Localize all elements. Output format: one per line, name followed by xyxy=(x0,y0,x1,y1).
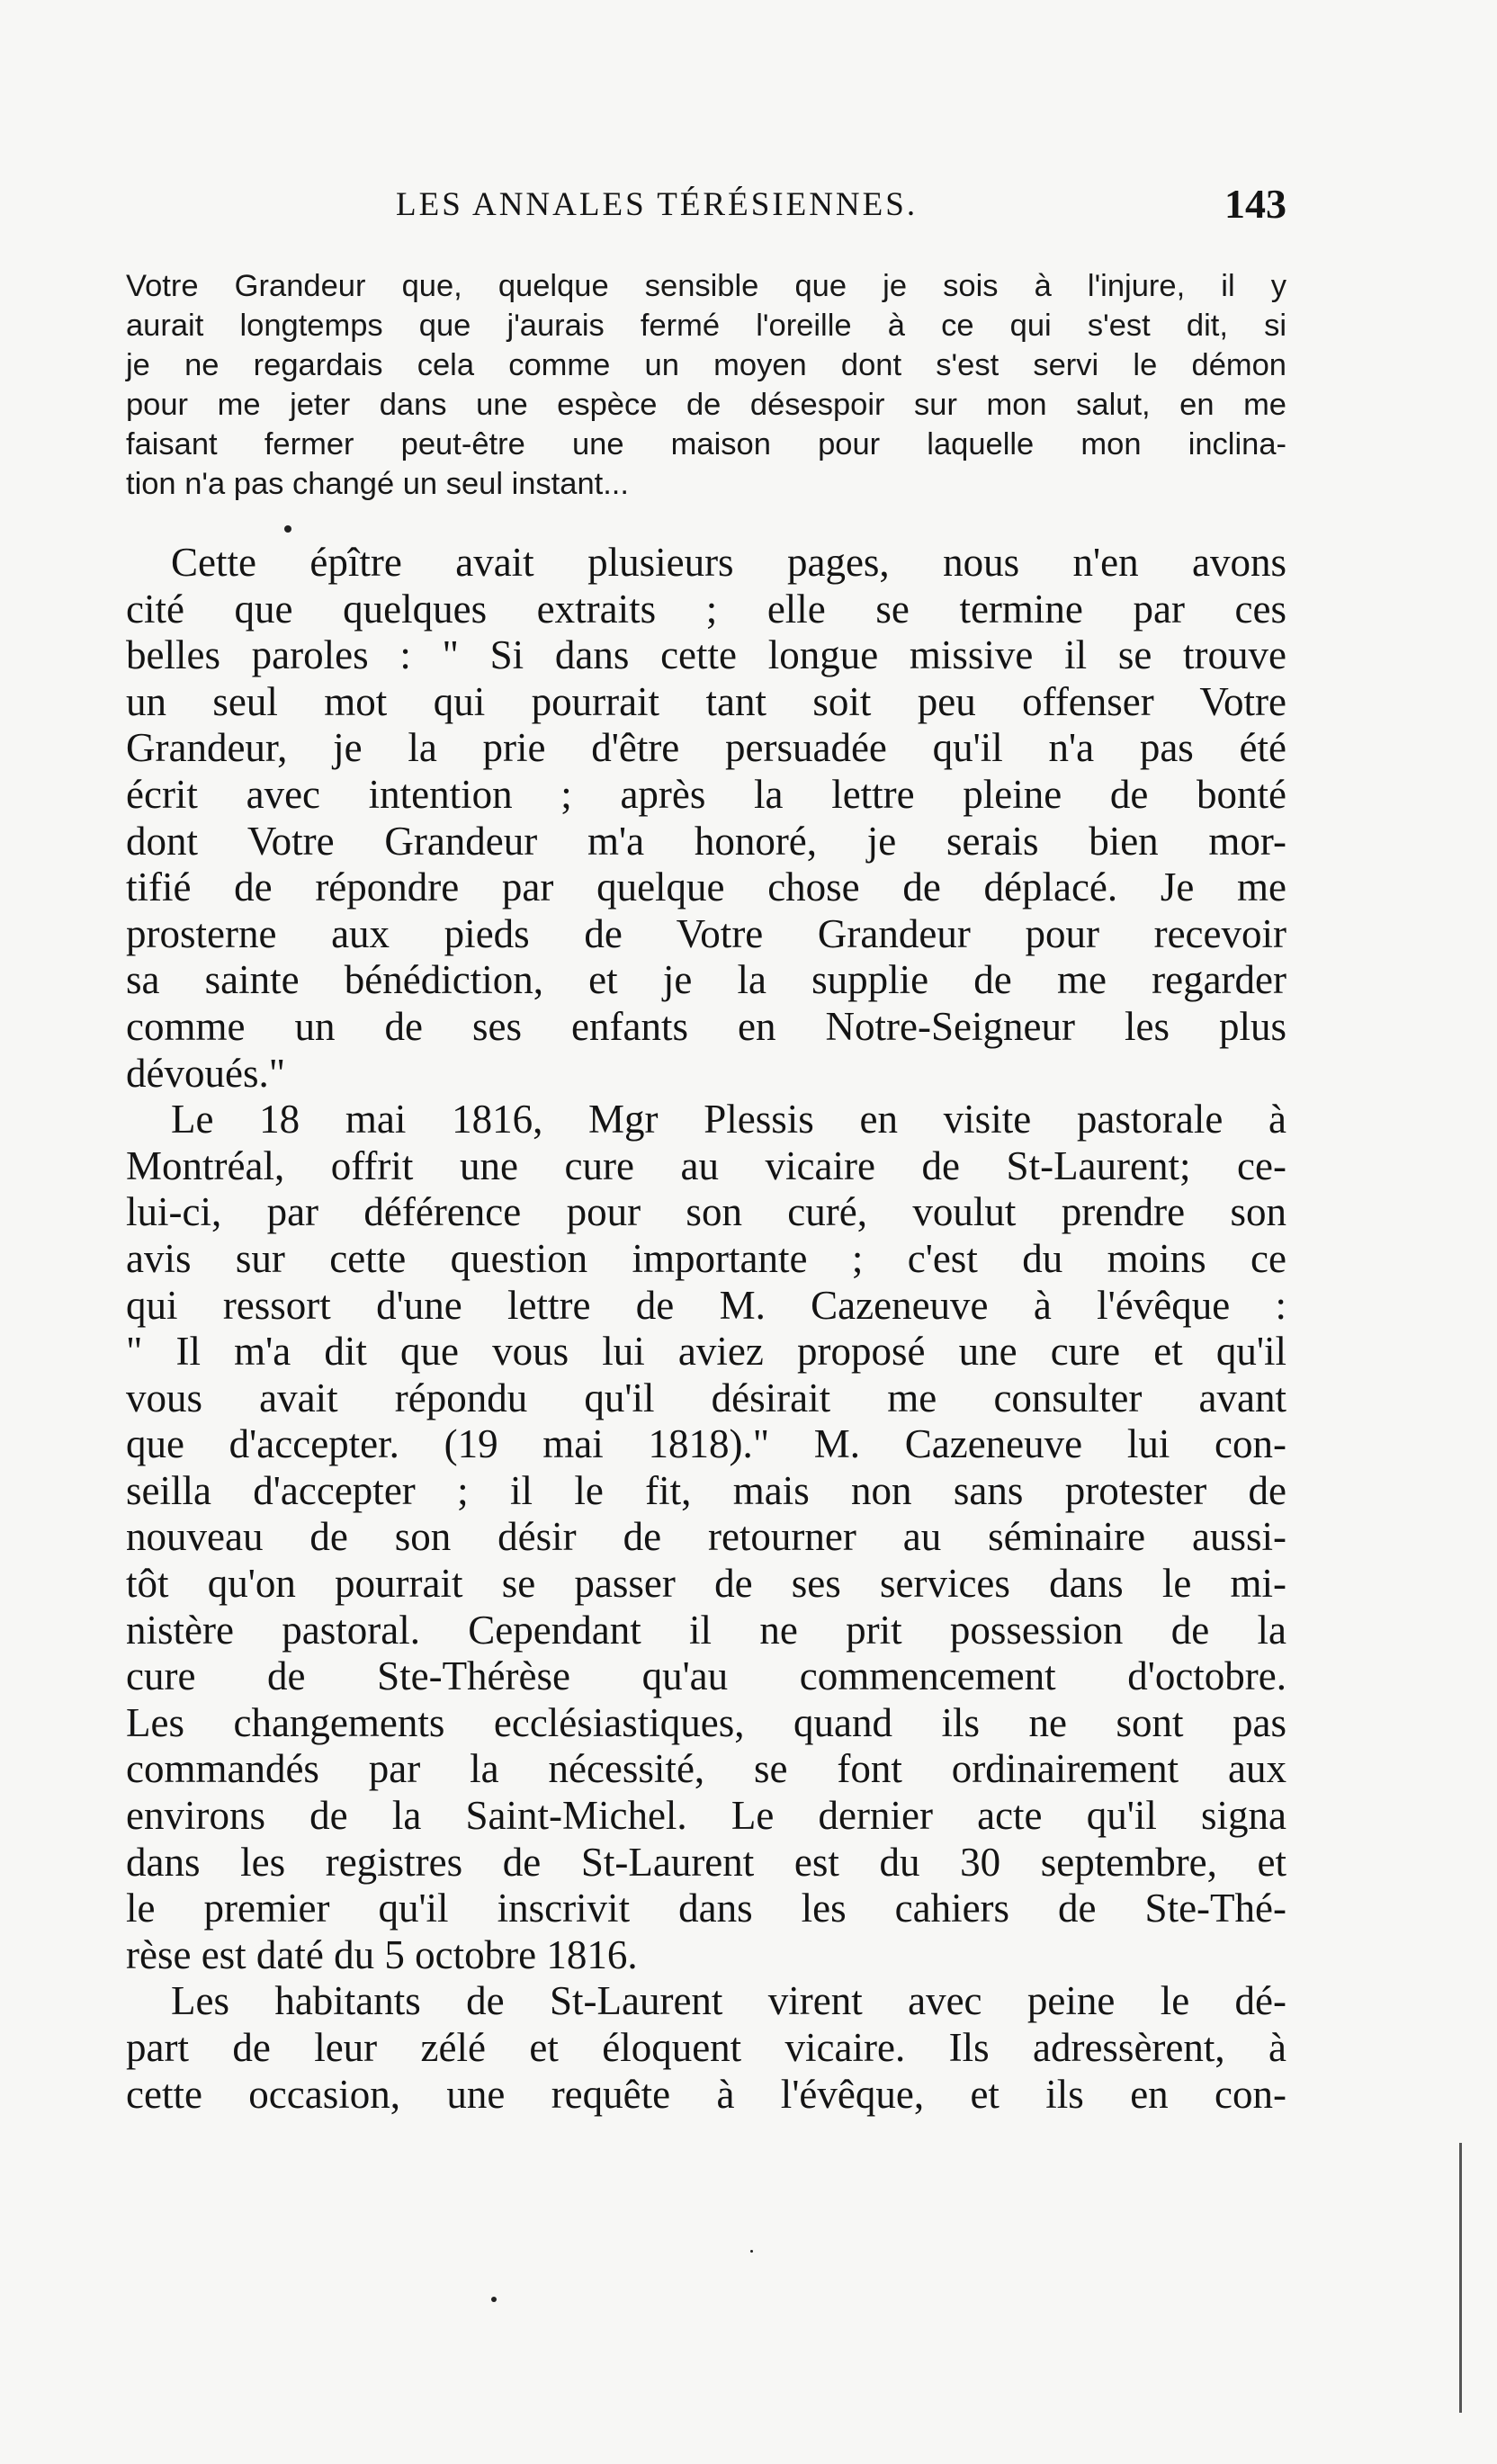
text-line: qui ressort d'une lettre de M. Cazeneuve à l'évêque : xyxy=(126,1282,1286,1328)
text-line: le premier qu'il inscrivit dans les cahiers de Ste-Thé- xyxy=(126,1886,1286,1931)
text-line: dont Votre Grandeur m'a honoré, je serais bien mor- xyxy=(126,818,1286,864)
text-line: un seul mot qui pourrait tant soit peu offenser Votre xyxy=(126,678,1286,724)
paragraph-first-line: Les habitants de St-Laurent virent avec peine le dé- xyxy=(171,1978,1286,2024)
quote-line: tion n'a pas changé un seul instant... xyxy=(126,467,629,501)
text-line: Grandeur, je la prie d'être persuadée qu'il n'a pas été xyxy=(126,725,1286,771)
text-line: environs de la Saint-Michel. Le dernier acte qu'il signa xyxy=(126,1793,1286,1839)
scan-speck xyxy=(750,2250,753,2253)
scan-edge-line xyxy=(1459,2143,1462,2413)
text-line: dans les registres de St-Laurent est du 30 septembre, et xyxy=(126,1839,1286,1885)
text-line: vous avait répondu qu'il désirait me consulter avant xyxy=(126,1375,1286,1420)
page-number: 143 xyxy=(1224,181,1286,227)
text-line: belles paroles : " Si dans cette longue missive il se trouve xyxy=(126,632,1286,678)
text-line: avis sur cette question importante ; c'est du moins ce xyxy=(126,1235,1286,1281)
quote-line: faisant fermer peut-être une maison pour laquelle mon inclina- xyxy=(126,427,1286,461)
text-line: commandés par la nécessité, se font ordinairement aux xyxy=(126,1746,1286,1792)
text-line: Les changements ecclésiastiques, quand ils ne sont pas xyxy=(126,1699,1286,1745)
quoted-letter-excerpt xyxy=(126,266,1286,504)
text-line: sa sainte bénédiction, et je la supplie de me regarder xyxy=(126,957,1286,1003)
text-line: " Il m'a dit que vous lui aviez proposé une cure et qu'il xyxy=(126,1329,1286,1375)
text-line: nistère pastoral. Cependant il ne prit possession de la xyxy=(126,1607,1286,1653)
text-line: que d'accepter. (19 mai 1818)." M. Cazeneuve lui con- xyxy=(126,1421,1286,1467)
text-line: dévoués." xyxy=(126,1050,286,1096)
page-header xyxy=(396,181,1286,239)
scan-speck xyxy=(284,525,291,533)
text-line: cité que quelques extraits ; elle se termine par ces xyxy=(126,586,1286,632)
quote-line: je ne regardais cela comme un moyen dont s'est servi le démon xyxy=(126,348,1286,382)
text-line: tifié de répondre par quelque chose de déplacé. Je me xyxy=(126,865,1286,910)
body-text xyxy=(126,540,1286,2118)
text-line: prosterne aux pieds de Votre Grandeur pour recevoir xyxy=(126,910,1286,956)
text-line: rèse est daté du 5 octobre 1816. xyxy=(126,1931,638,1977)
quote-line: aurait longtemps que j'aurais fermé l'oreille à ce qui s'est dit, si xyxy=(126,309,1286,343)
text-line: tôt qu'on pourrait se passer de ses services dans le mi- xyxy=(126,1561,1286,1607)
paragraph-first-line: Le 18 mai 1816, Mgr Plessis en visite pastorale à xyxy=(171,1097,1286,1142)
running-title: LES ANNALES TÉRÉSIENNES. xyxy=(396,186,919,223)
text-line: seilla d'accepter ; il le fit, mais non sans protester de xyxy=(126,1467,1286,1513)
text-line: Montréal, offrit une cure au vicaire de St-Laurent; ce- xyxy=(126,1142,1286,1188)
scan-speck xyxy=(491,2297,497,2302)
text-line: lui-ci, par déférence pour son curé, voulut prendre son xyxy=(126,1189,1286,1235)
paragraph-first-line: Cette épître avait plusieurs pages, nous n'en avons xyxy=(171,540,1286,585)
text-line: comme un de ses enfants en Notre-Seigneur les plus xyxy=(126,1003,1286,1049)
text-line: nouveau de son désir de retourner au séminaire aussi- xyxy=(126,1514,1286,1560)
quote-line: pour me jeter dans une espèce de désespoir sur mon salut, en me xyxy=(126,388,1286,422)
text-line: écrit avec intention ; après la lettre pleine de bonté xyxy=(126,771,1286,817)
quote-line: Votre Grandeur que, quelque sensible que je sois à l'injure, il y xyxy=(126,269,1286,303)
text-line: part de leur zélé et éloquent vicaire. Ils adressèrent, à xyxy=(126,2025,1286,2070)
text-line: cette occasion, une requête à l'évêque, et ils en con- xyxy=(126,2071,1286,2117)
text-line: cure de Ste-Thérèse qu'au commencement d'octobre. xyxy=(126,1653,1286,1699)
